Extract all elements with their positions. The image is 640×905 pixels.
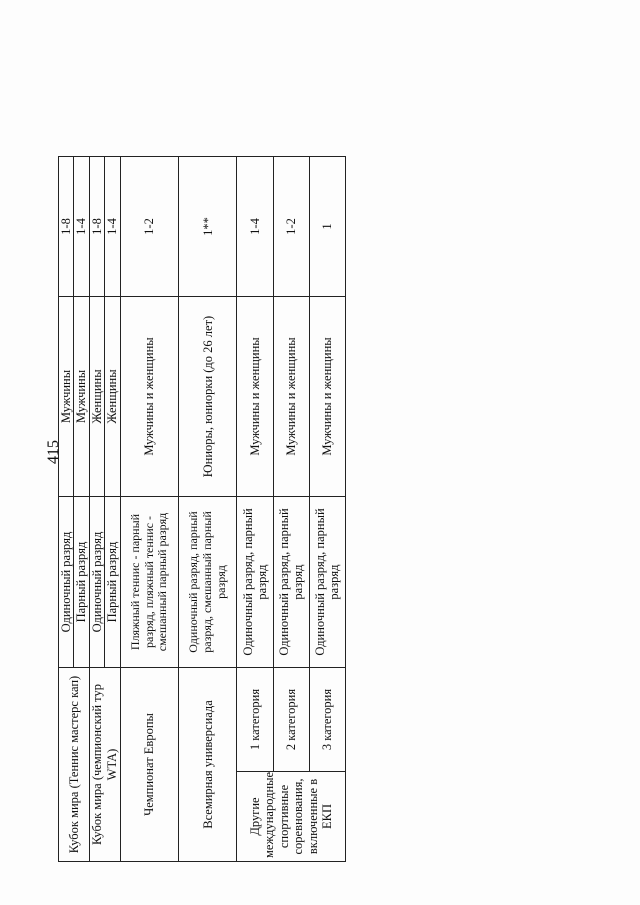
gender-cell: Юниоры, юниорки (до 26 лет) <box>179 297 237 497</box>
gender-cell: Мужчины и женщины <box>120 297 178 497</box>
category-cell: 3 категория <box>309 668 345 772</box>
places-cell: 1-8 <box>59 157 74 297</box>
discipline-cell: Одиночный разряд, парный разряд <box>309 497 345 668</box>
event-cell: Чемпионат Европы <box>120 668 178 862</box>
table-row <box>237 62 273 862</box>
table-row <box>89 62 104 862</box>
places-cell: 1-4 <box>74 157 89 297</box>
event-cell: Кубок мира (чемпионский тур WTA) <box>89 668 120 862</box>
discipline-cell: Одиночный разряд <box>59 497 74 668</box>
gender-cell: Женщины <box>89 297 104 497</box>
category-cell: 1 категория <box>237 668 273 772</box>
table-row <box>179 62 237 862</box>
gender-cell: Женщины <box>105 297 120 497</box>
discipline-cell: Одиночный разряд, парный разряд, смешанный парный разряд <box>179 497 237 668</box>
event-cell: Всемирная универсиада <box>179 668 237 862</box>
event-cell: Кубок мира (Теннис мастерс кап) <box>59 668 90 862</box>
table-row <box>309 62 345 862</box>
places-cell: 1-8 <box>89 157 104 297</box>
discipline-cell: Пляжный теннис - парный разряд, пляжный теннис - смешанный парный разряд <box>120 497 178 668</box>
sports-events-table <box>58 61 346 862</box>
group-cell: Другие международные спортивные соревнования, включенные в ЕКП <box>237 772 346 862</box>
discipline-cell: Парный разряд <box>105 497 120 668</box>
discipline-cell: Одиночный разряд <box>89 497 104 668</box>
gender-cell: Мужчины и женщины <box>237 297 273 497</box>
discipline-cell: Одиночный разряд, парный разряд <box>237 497 273 668</box>
discipline-cell: Парный разряд <box>74 497 89 668</box>
places-cell: 1-2 <box>120 157 178 297</box>
table-row <box>273 62 309 862</box>
places-cell: 1 <box>309 157 345 297</box>
gender-cell: Мужчины и женщины <box>273 297 309 497</box>
discipline-cell: Одиночный разряд, парный разряд <box>273 497 309 668</box>
places-cell: 1-2 <box>273 157 309 297</box>
table-row <box>120 62 178 862</box>
rotated-table-container <box>58 62 346 862</box>
gender-cell: Мужчины <box>59 297 74 497</box>
places-cell: 1** <box>179 157 237 297</box>
places-cell: 1-4 <box>105 157 120 297</box>
category-cell: 2 категория <box>273 668 309 772</box>
page-number: 415 <box>45 440 62 464</box>
gender-cell: Мужчины <box>74 297 89 497</box>
gender-cell: Мужчины и женщины <box>309 297 345 497</box>
places-cell: 1-4 <box>237 157 273 297</box>
table-row <box>59 62 74 862</box>
